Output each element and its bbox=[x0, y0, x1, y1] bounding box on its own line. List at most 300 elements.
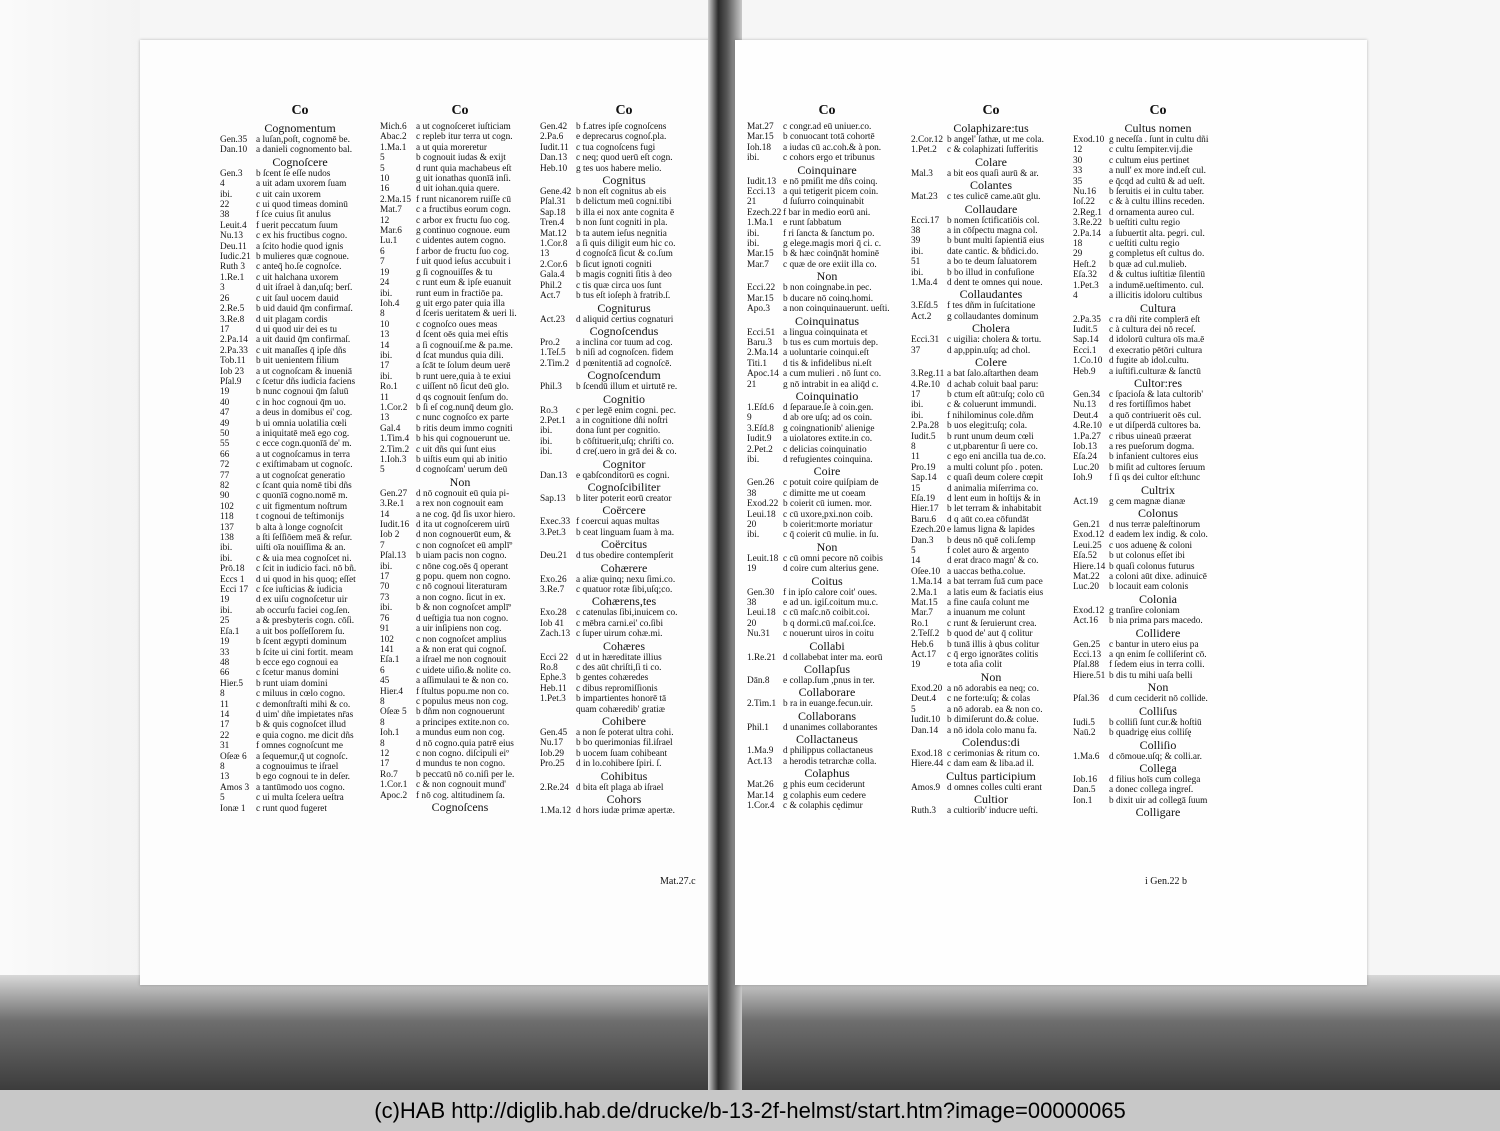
concordance-line bbox=[747, 413, 907, 423]
context-text: d lent eum in hoſtijs & in bbox=[947, 493, 1041, 504]
concordance-line bbox=[747, 434, 907, 444]
verse-reference: 20 bbox=[747, 520, 757, 530]
context-text: b nomen ſctificatiōis col. bbox=[947, 215, 1040, 226]
context-text: c congr.ad eū uniuer.co. bbox=[783, 122, 872, 132]
lemma-heading: Non bbox=[816, 539, 838, 554]
context-text: a danieli cognomento bal. bbox=[256, 145, 353, 156]
verse-reference: 49 bbox=[220, 418, 230, 429]
lemma-heading: Cognomentum bbox=[264, 121, 336, 135]
verse-reference: Tren.4 bbox=[540, 218, 565, 229]
verse-reference: Iob.16 bbox=[1073, 774, 1098, 785]
page-right-catchword: i Gen.22 b bbox=[1145, 876, 1187, 887]
verse-reference: Iudit.10 bbox=[911, 715, 941, 726]
context-text: a non cogno. ſicut in ex. bbox=[416, 592, 506, 603]
verse-reference: 5 bbox=[380, 153, 385, 164]
context-text: d nus terræ paleſtinorum bbox=[1109, 520, 1201, 530]
lemma-heading: Cognoſcendum bbox=[587, 368, 661, 383]
concordance-line bbox=[220, 700, 380, 710]
verse-reference: Oſee.10 bbox=[911, 566, 941, 577]
verse-reference: 5 bbox=[380, 163, 385, 174]
context-text: b & quis cognoſcet illud bbox=[256, 720, 346, 731]
verse-reference: Iob 41 bbox=[540, 618, 565, 629]
context-text: d res fortiſſimos habet bbox=[1109, 400, 1191, 411]
concordance-line bbox=[380, 122, 540, 132]
concordance-line bbox=[911, 598, 1071, 608]
verse-reference: 22 bbox=[220, 200, 230, 211]
verse-reference: Amos 3 bbox=[220, 782, 250, 793]
column-6 bbox=[1073, 102, 1243, 819]
context-text: a nō adorab. ea & non co. bbox=[947, 704, 1043, 715]
verse-reference: Heb.9 bbox=[1073, 366, 1096, 377]
verse-reference: 91 bbox=[380, 624, 390, 635]
concordance-line bbox=[220, 190, 380, 200]
verse-reference: ibi. bbox=[911, 410, 924, 421]
column-running-head: Co bbox=[982, 103, 1000, 118]
concordance-line bbox=[380, 530, 540, 540]
verse-reference: 4.Re.10 bbox=[1073, 421, 1102, 432]
concordance-line bbox=[380, 257, 540, 267]
concordance-line bbox=[220, 564, 380, 574]
verse-reference: 2.Pa.35 bbox=[1073, 314, 1101, 325]
concordance-line bbox=[220, 648, 380, 658]
concordance-line bbox=[380, 510, 540, 520]
context-text: d in lo.cohibere ſpiri. ſ. bbox=[576, 759, 662, 770]
lemma-heading: Cogniturus bbox=[597, 300, 651, 315]
context-text: c anteq̄ ho.ſe cognoſce. bbox=[256, 262, 342, 273]
context-text: c delicias coinquinatio bbox=[783, 444, 867, 455]
context-text: f coercui aquas multas bbox=[576, 517, 660, 528]
context-text: a cognouimus te iſrael bbox=[256, 761, 339, 772]
context-text: c dimitte me ut coeam bbox=[783, 488, 866, 499]
lemma-heading: Coinquinatio bbox=[795, 388, 859, 403]
verse-reference: Leui.18 bbox=[747, 509, 776, 520]
concordance-line bbox=[220, 554, 380, 564]
context-text: d cōmoue.uſq; & colli.ar. bbox=[1109, 751, 1202, 762]
verse-reference: 19 bbox=[220, 637, 230, 648]
context-text: b ſcent ægypti dominum bbox=[256, 637, 347, 648]
lemma-heading: Cognitus bbox=[602, 173, 646, 188]
concordance-line bbox=[911, 301, 1071, 311]
concordance-line bbox=[1073, 335, 1243, 345]
verse-reference: 1.Ma.1 bbox=[380, 142, 407, 153]
context-text: a uit adam uxorem ſuam bbox=[256, 179, 347, 190]
context-text: c ſcant quia nomē tibi dñs bbox=[256, 481, 352, 491]
lemma-heading: Collabi bbox=[809, 638, 845, 653]
verse-reference: 21 bbox=[747, 379, 757, 390]
concordance-line bbox=[911, 684, 1071, 694]
context-text: date cantic. & bñdici.do. bbox=[947, 246, 1039, 257]
context-text: b dñm non cognouerunt bbox=[416, 707, 505, 718]
context-text: d ſcat mundus quia dili. bbox=[416, 350, 504, 361]
verse-reference: Iudic.21 bbox=[220, 252, 251, 263]
context-text: a mundus eum non cog. bbox=[416, 728, 505, 739]
verse-reference: Nu.16 bbox=[1073, 187, 1096, 198]
verse-reference: Ecci.31 bbox=[911, 335, 940, 346]
concordance-line bbox=[1073, 325, 1243, 335]
context-text: b cognouit iudas & exijt bbox=[416, 153, 506, 164]
context-text: b infanient cultores eius bbox=[1109, 452, 1199, 463]
concordance-line bbox=[540, 143, 708, 153]
verse-reference: 66 bbox=[220, 449, 230, 460]
context-text: b ctum eſt aūt:uſq; colo cū bbox=[947, 389, 1045, 400]
lemma-heading: Cognoſcibiliter bbox=[587, 479, 661, 494]
verse-reference: 8 bbox=[220, 761, 225, 772]
context-text: b nunc cognoui q̄m ſaluū bbox=[256, 387, 349, 398]
concordance-line bbox=[1073, 432, 1243, 442]
lemma-heading: Cohors bbox=[606, 792, 642, 807]
verse-reference: 1.Cor.8 bbox=[540, 239, 568, 250]
verse-reference: Pſal.9 bbox=[220, 376, 242, 387]
context-text: ab occurſu faciei cog.ſen. bbox=[256, 605, 350, 616]
concordance-line bbox=[380, 299, 540, 309]
verse-reference: Mar.7 bbox=[747, 259, 769, 270]
verse-reference: 8 bbox=[380, 309, 385, 320]
context-text: c ſpacioſa & lata cultorib' bbox=[1109, 389, 1204, 400]
verse-reference: 12 bbox=[380, 215, 390, 226]
concordance-line bbox=[747, 187, 907, 197]
concordance-line bbox=[747, 218, 907, 228]
context-text: c bantur in utero eius pa bbox=[1109, 639, 1199, 650]
context-text: b ui omnia uolatilia cœli bbox=[256, 418, 347, 429]
verse-reference: Act.17 bbox=[911, 650, 937, 661]
verse-reference: 1.Pet.2 bbox=[911, 145, 937, 156]
concordance-line bbox=[220, 502, 380, 512]
verse-reference: Iob.13 bbox=[1073, 441, 1098, 452]
context-text: g completus eſt cultus do. bbox=[1109, 249, 1205, 260]
lemma-heading: Cultior bbox=[973, 792, 1008, 807]
verse-reference: ibi. bbox=[380, 288, 393, 299]
verse-reference: 24 bbox=[380, 278, 390, 289]
verse-reference: 12 bbox=[380, 748, 390, 759]
concordance-line bbox=[1073, 166, 1243, 176]
context-text: c cultu ſempiter.vij.die bbox=[1109, 145, 1193, 156]
concordance-line bbox=[1073, 400, 1243, 410]
verse-reference: ibi. bbox=[911, 267, 924, 278]
context-text: e deprecarus cognoſ.pla. bbox=[576, 132, 667, 143]
verse-reference: Ecci.1 bbox=[1073, 345, 1097, 356]
context-text: f uerit peccatum ſuum bbox=[256, 220, 338, 231]
verse-reference: Ephe.3 bbox=[540, 673, 567, 684]
context-text: c cū uxore,pxi.non coib. bbox=[783, 509, 873, 520]
context-text: f runt nicanorem ruiſſe cū bbox=[416, 194, 511, 205]
context-text: a illicitis idoloru cultibus bbox=[1109, 291, 1203, 302]
context-text: b ceat linguam ſuam à ma. bbox=[576, 527, 675, 538]
context-text: c ut,pbarentur ſi uere co. bbox=[947, 441, 1038, 452]
context-text: d ornamenta aureo cul. bbox=[1109, 207, 1195, 218]
concordance-line bbox=[220, 491, 380, 501]
context-text: a ſcāt te ſolum deum uerē bbox=[416, 361, 511, 372]
context-text: b locauit eam colonis bbox=[1109, 582, 1189, 593]
verse-reference: 2.Cor.12 bbox=[911, 135, 944, 145]
context-text: c exiſtimabam ut cognoſc. bbox=[256, 460, 353, 471]
context-text: d fugite ab idol.cultu. bbox=[1109, 356, 1189, 367]
context-text: f tes dñm in ſuſcitatione bbox=[947, 301, 1036, 312]
context-text: a ſcito hodie quod ignis bbox=[256, 241, 344, 252]
context-text: a rex non cognouit eam bbox=[416, 499, 504, 510]
concordance-line bbox=[911, 650, 1071, 660]
concordance-line bbox=[1073, 421, 1243, 431]
context-text: b quaſi colonus futurus bbox=[1109, 561, 1195, 572]
context-text: f ſi qs dei cultor eſt:hunc bbox=[1109, 473, 1201, 484]
verse-reference: Ecci 22 bbox=[540, 652, 569, 663]
context-text: g tes uos habere melio. bbox=[576, 163, 662, 174]
verse-reference: 2.Pa.28 bbox=[911, 421, 939, 432]
concordance-line bbox=[220, 720, 380, 730]
concordance-line bbox=[911, 135, 1071, 145]
context-text: c tis quæ circa uos ſunt bbox=[576, 280, 662, 291]
context-text: b uit uenientem filium bbox=[256, 356, 339, 367]
context-text: a in cōſpectu magna col. bbox=[947, 226, 1038, 237]
lemma-heading: Collega bbox=[1139, 760, 1177, 775]
context-text: c & coluerunt immundi. bbox=[947, 400, 1037, 411]
context-text: c cohors ergo et tribunus bbox=[783, 153, 875, 164]
verse-reference: Deu.11 bbox=[220, 241, 247, 252]
context-text: e collap.ſum ,pnus in ter. bbox=[783, 676, 875, 687]
verse-reference: 3.Re.22 bbox=[1073, 218, 1102, 229]
verse-reference: 33 bbox=[220, 647, 230, 658]
context-text: a ſti ſeſſiōem meā & reſur. bbox=[256, 533, 353, 544]
verse-reference: Eſa.19 bbox=[911, 493, 936, 504]
column-running-head: Co bbox=[451, 103, 469, 118]
concordance-line bbox=[380, 413, 540, 423]
verse-reference: 1.Ma.4 bbox=[911, 278, 938, 289]
verse-reference: Oſeæ 6 bbox=[220, 751, 247, 762]
concordance-line bbox=[1073, 551, 1243, 561]
concordance-line bbox=[747, 369, 907, 379]
verse-reference: 19 bbox=[220, 387, 230, 398]
verse-reference: ibi. bbox=[220, 543, 233, 554]
concordance-line bbox=[380, 132, 540, 142]
concordance-line bbox=[220, 419, 380, 429]
verse-reference: Ro.7 bbox=[380, 769, 398, 780]
concordance-line bbox=[911, 715, 1071, 725]
concordance-line bbox=[747, 520, 907, 530]
concordance-line bbox=[747, 746, 907, 756]
context-text: d ita ut cognoſcerem uirū bbox=[416, 520, 510, 531]
lemma-heading: Colligare bbox=[1135, 805, 1181, 820]
context-text: d uit iſrael à dan,uſq; berſ. bbox=[256, 283, 353, 294]
verse-reference bbox=[540, 705, 576, 715]
context-text: d pœnitentiā ad cognoſcē. bbox=[576, 358, 672, 369]
context-text: d ap,ppin.uſq; ad chol. bbox=[947, 345, 1031, 356]
context-text: b gentes cohæredes bbox=[576, 673, 649, 684]
context-text: c populus meus non cog. bbox=[416, 696, 509, 707]
context-text: d achab coluit baal paru: bbox=[947, 379, 1039, 390]
concordance-line bbox=[220, 460, 380, 470]
verse-reference: 3.Reg.11 bbox=[911, 369, 945, 380]
context-text: b runt unum deum cœli bbox=[947, 431, 1034, 442]
context-text: a lingua coinquinata et bbox=[783, 327, 868, 338]
concordance-line bbox=[747, 598, 907, 608]
context-text: d uit iohan.quia quere. bbox=[416, 184, 500, 195]
concordance-line bbox=[380, 603, 540, 613]
context-text: a in cognitione dñi noſtri bbox=[576, 415, 668, 426]
context-text: c ui quod timeas dominū bbox=[256, 200, 348, 211]
context-text: c & colaphis cędimur bbox=[783, 800, 863, 811]
verse-reference: 1.Re.1 bbox=[220, 272, 245, 283]
verse-reference: Act.19 bbox=[1073, 496, 1099, 507]
context-text: d coire cum alterius gene. bbox=[783, 564, 879, 575]
concordance-line bbox=[540, 406, 708, 416]
context-text: d bita eſt plaga ab iſrael bbox=[576, 782, 664, 793]
concordance-line bbox=[380, 635, 540, 645]
context-text: c & colaphizati ſufferitis bbox=[947, 145, 1038, 156]
concordance-line bbox=[1073, 208, 1243, 218]
context-text: c ſcit in iudicio faci. nō bñ. bbox=[256, 564, 357, 575]
concordance-line bbox=[747, 283, 907, 293]
concordance-line bbox=[220, 804, 380, 814]
context-text: a uir inſipiens non cog. bbox=[416, 624, 502, 635]
concordance-line bbox=[911, 369, 1071, 379]
context-text: e lamus ligna & lapides bbox=[947, 525, 1035, 536]
verse-reference: ibi. bbox=[747, 239, 760, 250]
concordance-line bbox=[380, 645, 540, 655]
verse-reference: ibi. bbox=[220, 605, 233, 616]
verse-reference: 5 bbox=[220, 793, 225, 804]
concordance-line bbox=[911, 452, 1071, 462]
verse-reference: Ruth 3 bbox=[220, 262, 246, 273]
concordance-line bbox=[911, 546, 1071, 556]
verse-reference: 14 bbox=[220, 709, 230, 720]
context-text: b liter poterit eorū creator bbox=[576, 493, 672, 504]
concordance-line bbox=[540, 738, 708, 748]
scan-margin-left bbox=[0, 0, 140, 1090]
context-text: f colet auro & argento bbox=[947, 546, 1029, 556]
lemma-heading: Cohæres bbox=[603, 638, 645, 653]
scan-bottom-shadow bbox=[0, 975, 1500, 1090]
concordance-line bbox=[380, 572, 540, 582]
verse-reference: Eſa.32 bbox=[1073, 270, 1098, 281]
concordance-line bbox=[911, 390, 1071, 400]
concordance-line bbox=[1073, 718, 1243, 728]
concordance-line bbox=[540, 382, 708, 392]
verse-reference: Ecci.51 bbox=[747, 327, 776, 338]
verse-reference: 5 bbox=[911, 704, 916, 715]
context-text: d ut in hæreditate illius bbox=[576, 652, 662, 663]
verse-reference: 1.Pa.27 bbox=[1073, 431, 1101, 442]
verse-reference: 17 bbox=[220, 324, 230, 335]
concordance-line bbox=[1073, 156, 1243, 166]
verse-reference: Apoc.14 bbox=[747, 369, 779, 380]
context-text: c ra dñi rite complerā eſt bbox=[1109, 314, 1201, 325]
concordance-line bbox=[911, 525, 1071, 535]
verse-reference: 2.Pa.6 bbox=[540, 132, 564, 143]
context-text: c uos aduenę & coloni bbox=[1109, 540, 1193, 551]
concordance-line bbox=[911, 536, 1071, 546]
concordance-line bbox=[220, 793, 380, 803]
concordance-line bbox=[540, 663, 708, 673]
concordance-line bbox=[1073, 660, 1243, 670]
concordance-line bbox=[1073, 291, 1243, 301]
concordance-line bbox=[747, 424, 907, 434]
verse-reference: Act.7 bbox=[540, 291, 561, 302]
verse-reference: Act.2 bbox=[911, 311, 932, 322]
verse-reference: 40 bbox=[220, 397, 230, 408]
context-text: c uidete uiſio.& nolite co. bbox=[416, 665, 512, 676]
context-text: b ducare nō coinq.homi. bbox=[783, 293, 874, 304]
lemma-heading: Colare bbox=[975, 154, 1007, 169]
verse-reference: Gen.45 bbox=[540, 728, 568, 739]
context-text: f ſce cuius ſit anulus bbox=[256, 210, 331, 221]
context-text: g ſi cognouiſſes & tu bbox=[416, 267, 493, 278]
verse-reference: 11 bbox=[220, 699, 229, 710]
verse-reference: 3.Re.1 bbox=[380, 499, 405, 510]
concordance-line bbox=[540, 416, 708, 426]
verse-reference: Ro.1 bbox=[911, 618, 929, 629]
concordance-line bbox=[380, 562, 540, 572]
context-text: d cognoſcam' uerum deū bbox=[416, 465, 508, 476]
context-text: a bo te deum ſaluatorem bbox=[947, 257, 1037, 268]
verse-reference: Luc.20 bbox=[1073, 462, 1100, 473]
context-text: b coierit cū iumen. mor. bbox=[783, 499, 872, 510]
lemma-heading: Collaudare bbox=[964, 201, 1018, 216]
verse-reference: 2.Pet.2 bbox=[747, 444, 773, 455]
concordance-line bbox=[911, 473, 1071, 483]
context-text: c uidentes autem cogno. bbox=[416, 236, 506, 247]
context-text: d unanimes collaborantes bbox=[783, 722, 878, 733]
context-text: d nō cogno.quia patrē eius bbox=[416, 738, 514, 749]
concordance-line bbox=[911, 432, 1071, 442]
verse-reference: Exod.20 bbox=[911, 683, 943, 694]
verse-reference: Pſal.31 bbox=[540, 197, 567, 208]
verse-reference: 10 bbox=[380, 319, 390, 330]
concordance-line bbox=[380, 143, 540, 153]
concordance-line bbox=[1073, 145, 1243, 155]
lemma-heading: Cultus nomen bbox=[1124, 121, 1192, 135]
verse-reference: Nu.13 bbox=[1073, 400, 1096, 411]
context-text: g collaudantes dominum bbox=[947, 311, 1039, 322]
concordance-line bbox=[380, 541, 540, 551]
context-text: g uit ionathas quonīā inſi. bbox=[416, 174, 511, 185]
verse-reference: 66 bbox=[220, 668, 230, 679]
concordance-line bbox=[380, 593, 540, 603]
verse-reference: Eſa.24 bbox=[1073, 452, 1098, 463]
context-text: a quō contriuerit oēs cul. bbox=[1109, 410, 1202, 421]
verse-reference: Ezech.22 bbox=[747, 207, 782, 218]
context-text: d cum ceciderit nō collide. bbox=[1109, 694, 1208, 705]
concordance-line bbox=[1073, 541, 1243, 551]
verse-reference: 1.Ma.12 bbox=[540, 806, 571, 817]
verse-reference: ibi. bbox=[380, 371, 393, 382]
context-text: f ſedem eius in terra colli. bbox=[1109, 660, 1205, 671]
verse-reference: 8 bbox=[380, 717, 385, 728]
concordance-line bbox=[380, 403, 540, 413]
concordance-line bbox=[380, 624, 540, 634]
verse-reference: Gen.26 bbox=[747, 478, 775, 489]
context-text: a ſi quis diligit eum hic co. bbox=[576, 239, 676, 250]
concordance-line bbox=[220, 387, 380, 397]
verse-reference: Iudit.9 bbox=[747, 434, 772, 445]
verse-reference: 1.Cor.2 bbox=[380, 402, 408, 413]
concordance-line bbox=[1073, 249, 1243, 259]
lemma-heading: Non bbox=[816, 269, 838, 284]
concordance-line bbox=[380, 455, 540, 465]
context-text: d tus obedire contempſerit bbox=[576, 551, 674, 562]
verse-reference: Gene.42 bbox=[540, 187, 572, 198]
verse-reference: Phil.1 bbox=[747, 722, 769, 733]
lemma-heading: Colaphus bbox=[804, 766, 850, 781]
concordance-line bbox=[911, 588, 1071, 598]
context-text: c ſuper uirum cohæ.mi. bbox=[576, 629, 663, 640]
verse-reference: Act.16 bbox=[1073, 616, 1099, 627]
concordance-line bbox=[911, 515, 1071, 525]
verse-reference: 2.Reg.1 bbox=[1073, 207, 1102, 218]
concordance-line bbox=[380, 268, 540, 278]
context-text: c ego eni ancilla tua de.co. bbox=[947, 452, 1046, 463]
verse-reference: 3 bbox=[220, 283, 225, 294]
context-text: c runt & ſeruierunt crea. bbox=[947, 618, 1037, 629]
verse-reference: Ecci.13 bbox=[747, 187, 776, 198]
